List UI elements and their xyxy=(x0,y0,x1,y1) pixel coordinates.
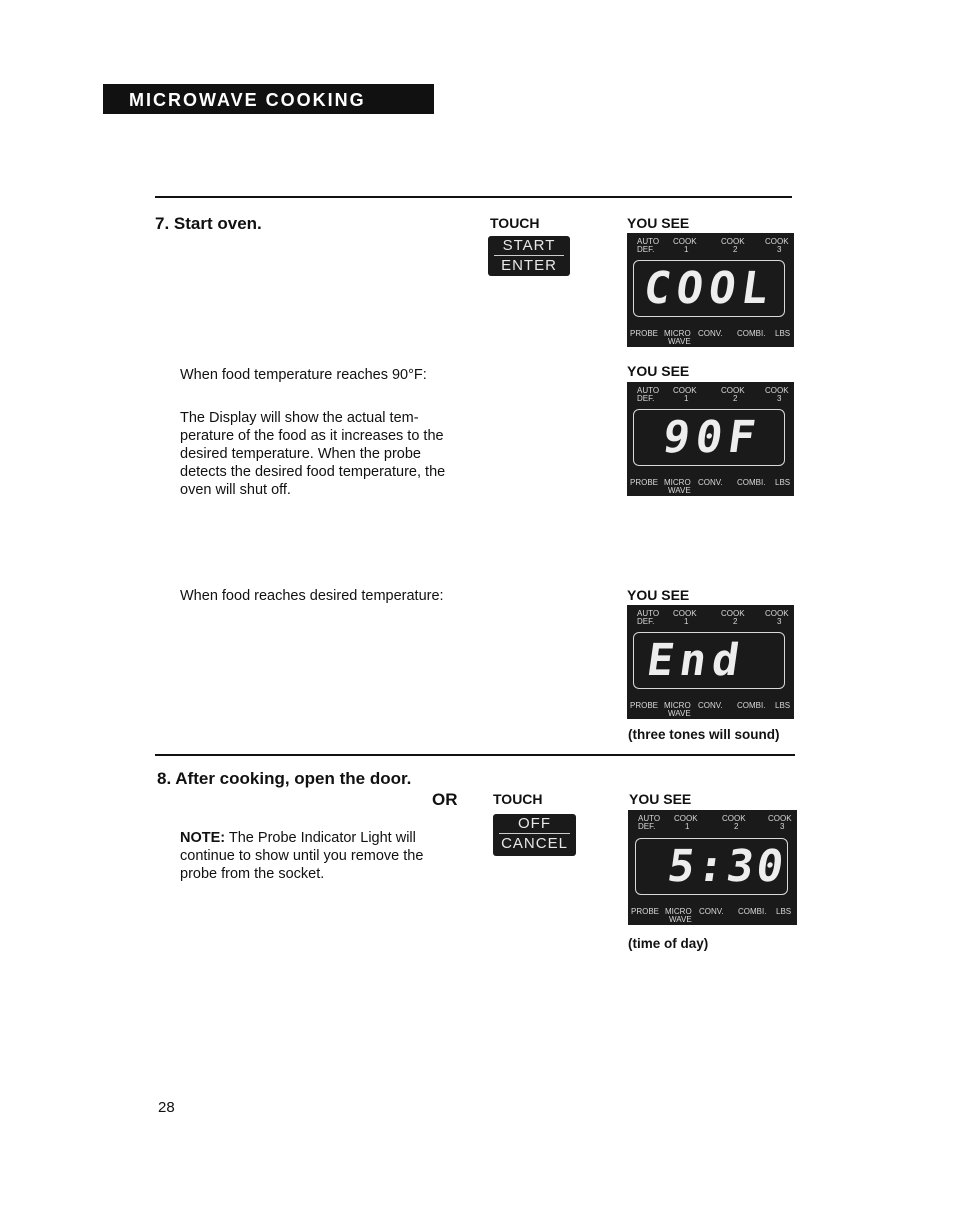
time-of-day-caption: (time of day) xyxy=(628,936,709,951)
note-line-1 xyxy=(180,829,480,847)
indicator-auto: AUTO xyxy=(637,386,660,395)
off-cancel-button[interactable] xyxy=(493,814,576,856)
indicator-cook: COOK xyxy=(673,386,697,395)
indicator-micro: MICRO xyxy=(664,478,691,487)
indicator-probe: PROBE xyxy=(631,907,660,916)
note-line: probe from the socket. xyxy=(180,866,325,882)
indicator-conv: CONV. xyxy=(698,701,723,710)
indicator-def: DEF. xyxy=(637,617,655,626)
indicator-cook: COOK xyxy=(765,237,789,246)
indicator-cook: COOK xyxy=(721,386,745,395)
you-see-label: YOU SEE xyxy=(629,791,692,807)
indicator-micro: MICRO xyxy=(664,701,691,710)
indicator-2: 2 xyxy=(733,245,738,254)
off-label: OFF xyxy=(518,815,551,832)
indicator-conv: CONV. xyxy=(698,478,723,487)
indicator-conv: CONV. xyxy=(698,329,723,338)
indicator-2: 2 xyxy=(734,822,739,831)
indicator-combi: COMBI. xyxy=(737,701,766,710)
note-text: The Probe Indicator Light will xyxy=(228,830,416,846)
indicator-probe: PROBE xyxy=(630,478,659,487)
indicator-auto: AUTO xyxy=(638,814,661,823)
indicator-combi: COMBI. xyxy=(737,478,766,487)
temp-line: oven will shut off. xyxy=(180,482,291,498)
indicator-def: DEF. xyxy=(637,245,655,254)
start-enter-button[interactable] xyxy=(488,236,570,276)
indicator-conv: CONV. xyxy=(699,907,724,916)
temp-line: desired temperature. When the probe xyxy=(180,446,421,462)
or-label: OR xyxy=(432,790,458,809)
indicator-1: 1 xyxy=(685,822,690,831)
temp-line: perature of the food as it increases to the xyxy=(180,428,444,444)
you-see-label: YOU SEE xyxy=(627,215,690,231)
temp-paragraph xyxy=(180,409,480,499)
indicator-cook: COOK xyxy=(768,814,792,823)
indicator-lbs: LBS xyxy=(775,701,791,710)
indicator-auto: AUTO xyxy=(637,609,660,618)
done-intro: When food reaches desired temperature: xyxy=(180,588,444,604)
note-line: continue to show until you remove the xyxy=(180,848,424,864)
indicator-wave: WAVE xyxy=(669,915,692,924)
indicator-3: 3 xyxy=(777,617,782,626)
touch-label: TOUCH xyxy=(493,791,543,807)
note-label: NOTE: xyxy=(180,830,226,846)
indicator-lbs: LBS xyxy=(775,478,791,487)
indicator-1: 1 xyxy=(684,617,689,626)
indicator-cook: COOK xyxy=(673,609,697,618)
enter-label: ENTER xyxy=(501,257,557,274)
indicator-wave: WAVE xyxy=(668,486,691,495)
indicator-auto: AUTO xyxy=(637,237,660,246)
indicator-cook: COOK xyxy=(722,814,746,823)
indicator-def: DEF. xyxy=(637,394,655,403)
indicator-cook: COOK xyxy=(721,609,745,618)
indicator-micro: MICRO xyxy=(665,907,692,916)
indicator-wave: WAVE xyxy=(668,709,691,718)
page-number: 28 xyxy=(158,1099,175,1116)
oven-display xyxy=(627,605,794,719)
section-header: MICROWAVE COOKING xyxy=(103,84,434,114)
indicator-combi: COMBI. xyxy=(738,907,767,916)
you-see-label: YOU SEE xyxy=(627,363,690,379)
oven-display xyxy=(628,810,797,925)
indicator-lbs: LBS xyxy=(775,329,791,338)
indicator-micro: MICRO xyxy=(664,329,691,338)
indicator-wave: WAVE xyxy=(668,337,691,346)
section-divider xyxy=(155,754,795,756)
indicator-cook: COOK xyxy=(673,237,697,246)
oven-display xyxy=(627,382,794,496)
three-tones-caption: (three tones will sound) xyxy=(628,727,780,742)
indicator-2: 2 xyxy=(733,617,738,626)
temp-line: The Display will show the actual tem- xyxy=(180,410,419,426)
display-readout: End xyxy=(643,635,749,686)
oven-display xyxy=(627,233,794,347)
step-7-title: 7. Start oven. xyxy=(155,214,262,233)
indicator-3: 3 xyxy=(777,245,782,254)
indicator-combi: COMBI. xyxy=(737,329,766,338)
display-readout: COOL xyxy=(640,263,778,314)
indicator-2: 2 xyxy=(733,394,738,403)
indicator-cook: COOK xyxy=(674,814,698,823)
indicator-lbs: LBS xyxy=(776,907,792,916)
cancel-label: CANCEL xyxy=(501,835,568,852)
indicator-3: 3 xyxy=(780,822,785,831)
indicator-1: 1 xyxy=(684,245,689,254)
you-see-label: YOU SEE xyxy=(627,587,690,603)
step-8-title: 8. After cooking, open the door. xyxy=(157,769,412,788)
indicator-cook: COOK xyxy=(765,609,789,618)
indicator-1: 1 xyxy=(684,394,689,403)
indicator-def: DEF. xyxy=(638,822,656,831)
indicator-cook: COOK xyxy=(721,237,745,246)
temp-intro: When food temperature reaches 90°F: xyxy=(180,367,427,383)
indicator-3: 3 xyxy=(777,394,782,403)
indicator-cook: COOK xyxy=(765,386,789,395)
display-readout: 5:30 xyxy=(664,841,790,892)
display-readout: 90F xyxy=(659,412,765,463)
touch-label: TOUCH xyxy=(490,215,540,231)
temp-line: detects the desired food temperature, the xyxy=(180,464,446,480)
section-divider xyxy=(155,196,792,198)
indicator-probe: PROBE xyxy=(630,701,659,710)
probe-note xyxy=(180,829,480,883)
indicator-probe: PROBE xyxy=(630,329,659,338)
start-label: START xyxy=(502,237,556,254)
